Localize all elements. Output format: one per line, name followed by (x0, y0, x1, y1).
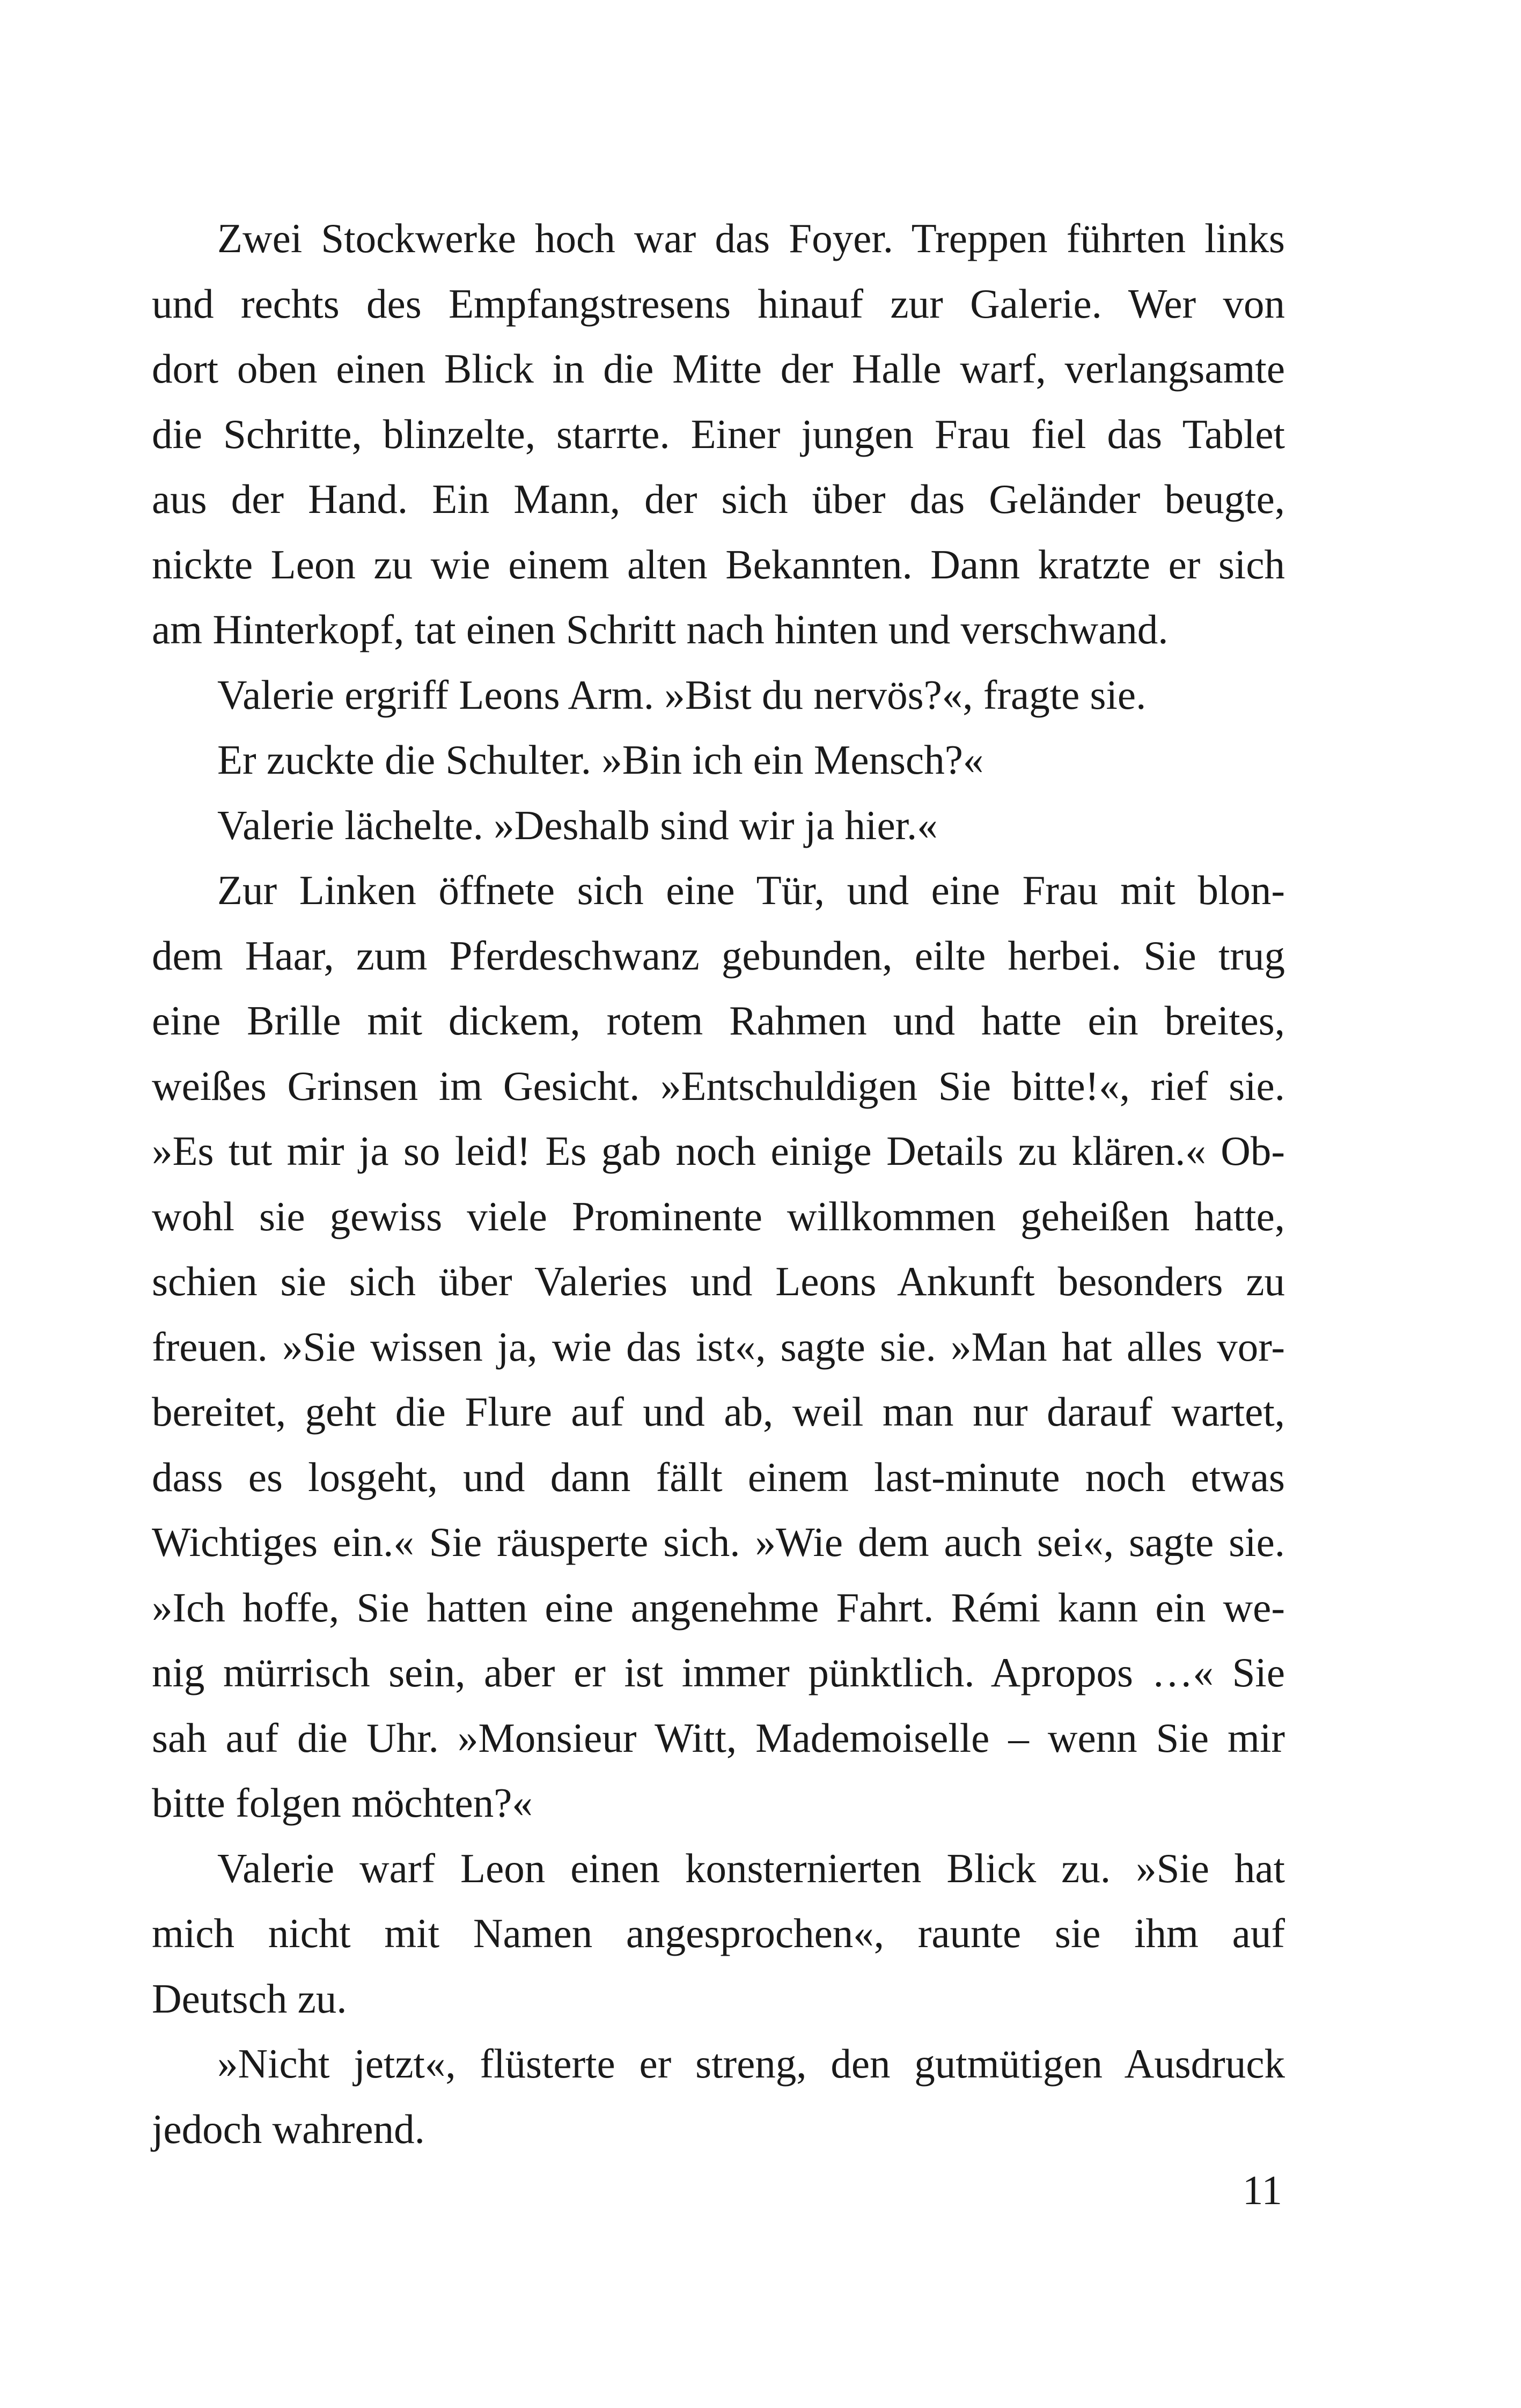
text-line: Zur Linken öffnete sich eine Tür, und eine Frau mit blon- (217, 867, 1285, 913)
text-line: Deutsch zu. (152, 1975, 347, 2022)
text-line: weißes Grinsen im Gesicht. »Entschuldigen Sie bitte!«, rief sie. (152, 1062, 1285, 1109)
text-line: schien sie sich über Valeries und Leons Ankunft besonders zu (152, 1258, 1285, 1304)
text-line: bereitet, geht die Flure auf und ab, weil man nur darauf wartet, (152, 1389, 1285, 1435)
text-line: am Hinterkopf, tat einen Schritt nach hinten und verschwand. (152, 606, 1169, 652)
text-line: »Nicht jetzt«, flüsterte er streng, den gutmütigen Ausdruck (217, 2040, 1285, 2087)
text-line: dem Haar, zum Pferdeschwanz gebunden, eilte herbei. Sie trug (152, 932, 1285, 979)
text-line: sah auf die Uhr. »Monsieur Witt, Mademoiselle – wenn Sie mir (152, 1714, 1285, 1761)
text-line: »Es tut mir ja so leid! Es gab noch einige Details zu klären.« Ob- (152, 1128, 1285, 1174)
text-line: Valerie ergriff Leons Arm. »Bist du nervös?«, fragte sie. (217, 671, 1147, 718)
text-line: mich nicht mit Namen angesprochen«, raunte sie ihm auf (152, 1910, 1285, 1956)
text-line: Er zuckte die Schulter. »Bin ich ein Mensch?« (217, 737, 984, 783)
body-text (152, 206, 1285, 2162)
text-line: wohl sie gewiss viele Prominente willkommen geheißen hatte, (152, 1193, 1285, 1239)
text-line: eine Brille mit dickem, rotem Rahmen und hatte ein breites, (152, 997, 1285, 1044)
text-line: die Schritte, blinzelte, starrte. Einer jungen Frau fiel das Tablet (152, 410, 1285, 457)
text-line: dort oben einen Blick in die Mitte der Halle warf, verlangsamte (152, 346, 1285, 392)
page-number: 11 (1242, 2167, 1282, 2213)
text-line: Wichtiges ein.« Sie räusperte sich. »Wie dem auch sei«, sagte sie. (152, 1519, 1285, 1565)
text-line: Zwei Stockwerke hoch war das Foyer. Treppen führten links (217, 215, 1285, 261)
text-line: jedoch wahrend. (152, 2105, 425, 2152)
text-line: nig mürrisch sein, aber er ist immer pünktlich. Apropos …« Sie (152, 1649, 1285, 1695)
text-line: freuen. »Sie wissen ja, wie das ist«, sagte sie. »Man hat alles vor- (152, 1323, 1285, 1370)
text-line: Valerie warf Leon einen konsternierten Blick zu. »Sie hat (217, 1845, 1285, 1891)
text-line: »Ich hoffe, Sie hatten eine angenehme Fahrt. Rémi kann ein we- (152, 1584, 1285, 1631)
text-line: nickte Leon zu wie einem alten Bekannten. Dann kratzte er sich (152, 541, 1285, 588)
text-line: aus der Hand. Ein Mann, der sich über das Geländer beugte, (152, 476, 1285, 522)
text-line: dass es losgeht, und dann fällt einem last-minute noch etwas (152, 1453, 1285, 1500)
text-line: bitte folgen möchten?« (152, 1780, 533, 1826)
text-line: Valerie lächelte. »Deshalb sind wir ja hier.« (217, 802, 938, 848)
text-line: und rechts des Empfangstresens hinauf zur Galerie. Wer von (152, 280, 1285, 327)
